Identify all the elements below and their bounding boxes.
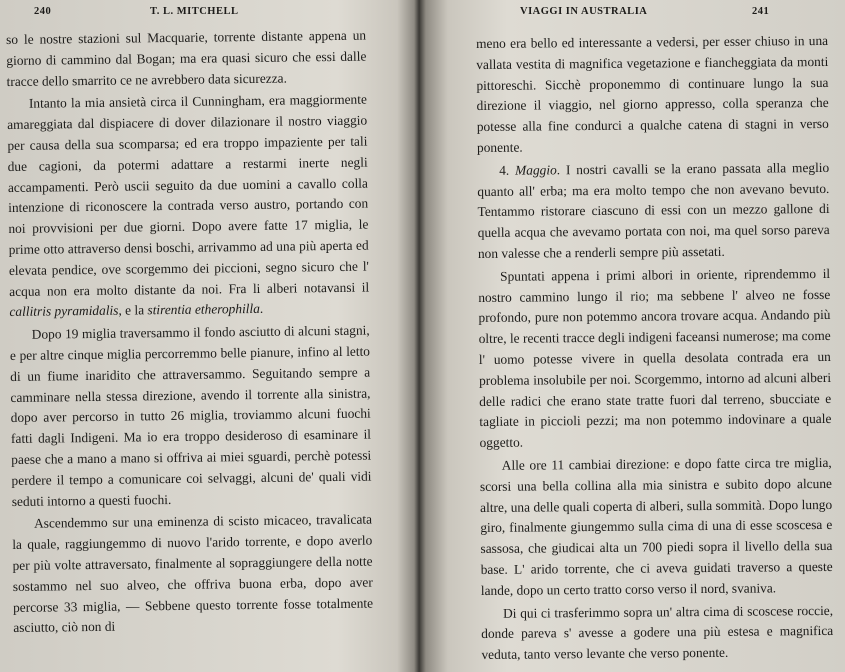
left-page — [0, 0, 415, 672]
paragraph — [480, 453, 833, 602]
text-run: Alle ore 11 cambiai direzione: e dopo fatte circa tre miglia, scorsi una bella collina alla mia sinistra e subito dopo alcune altre, una delle quali coperta di alberi, sulla sommità. Dopo lungo giro, finalmente giungemmo sulla cima di una di esse scoscesa e sassosa, che giudicai alta un 700 piedi sopra il livello della sua base. L' arido torrente, che ci aveva guidati traverso a queste lande, dopo un certo tratto corso verso il nord, svaniva. — [479, 454, 833, 598]
paragraph — [12, 510, 373, 639]
text-run: Spuntati appena i primi albori in oriente, riprendemmo il nostro cammino lungo il rio; ma sebbene l' alveo ne fosse profondo, pure non potemmo ancora trovare acqua. Andando più oltre, le recenti tracce degli indigeni faceansi numerose; ma come l' uomo potesse vivere in quella desolata contrada era un problema insolubile per noi. Scorgemmo, intorno ad alcuni alberi delle radici che erano state tratte fuori dal terreno, sbucciate e tagliate in piccioli pezzi; ma non potemmo indovinare a quale oggetto. — [478, 265, 832, 451]
text-run: . I nostri cavalli se la erano passata alla meglio quanto all' erba; ma era molto tempo che non avevano bevuto. Tentammo ristorare ciascuno di essi con un mezzo gallone di quella acqua che avevamo portata con noi, ma quel sorso pareva non valesse che a renderli sempre più assetati. — [477, 159, 830, 261]
text-run: Dopo 19 miglia traversammo il fondo asciutto di alcuni stagni, e per altre cinque miglia percorremmo belle pianure, infino al letto di un fiume inaridito che attraversammo. Seguitando sempre a camminare nella stessa direzione, avendo il torrente alla sinistra, dopo aver percorso in tutto 26 miglia, troviammo alcuni fuochi fatti dagli Indigeni. Ma io era troppo desideroso di esaminare il paese che a mano a mano si offriva ai miei sguardi, perchè potessi perdere il tempo a comunicare coi selvaggi, alcuni de' quali vidi seduti intorno a questi fuochi. — [9, 322, 372, 509]
paragraph — [10, 321, 372, 513]
paragraph — [481, 600, 834, 665]
text-run: 4. — [499, 162, 516, 178]
text-run: so le nostre stazioni sul Macquarie, torrente distante appena un giorno di cammino dal Bogan; ma era quasi sicuro che essi dalle tracce dello smarrito ce ne avrebbero data sicurezza. — [6, 27, 367, 89]
italic-text: callitris pyramidalis — [9, 303, 119, 320]
page-number: 241 — [752, 6, 770, 17]
text-run: Di qui ci trasferimmo sopra un' altra cima di scoscese roccie, donde pareva s' avesse a godere una più estesa e magnifica veduta, tanto verso levante che verso ponente. — [481, 602, 834, 663]
running-head: VIAGGI IN AUSTRALIA — [520, 6, 648, 17]
text-run: . — [259, 301, 264, 317]
text-run: Ascendemmo sur una eminenza di scisto micaceo, travalicata la quale, raggiungemmo di nuovo l'arido torrente, e dopo averlo per più volte attraversato, finalmente al sopraggiungere della notte sostammo nel suo alveo, che offriva buona erba, dopo aver percorse 33 miglia, — Sebbene questo torrente fosse totalmente asciutto, ciò non di — [12, 511, 374, 636]
paragraph — [7, 90, 370, 323]
text-run: , e la — [118, 302, 148, 319]
paragraph — [478, 264, 832, 454]
right-page — [440, 0, 845, 672]
running-head: T. L. MITCHELL — [150, 6, 239, 17]
text-run: Intanto la mia ansietà circa il Cunningham, era maggiormente amareggiata dal dispiacere di dover dilazionare il nostro viaggio per causa della sua scomparsa; ed era troppo impaziente per tali due cagioni, da potermi adattare a restarmi inerte negli accampamenti. Però uscii seguito da due uomini a cavallo colla intenzione di riconoscere la contrada verso austro, portando con noi provvisioni per due giorni. Dopo avere fatte 17 miglia, le prime otto attraverso densi boschi, arrivammo ad una più aperta ed elevata pendice, ove scorgemmo dei piccioni, segno sicuro che l' acqua non era molto distante da noi. Fra li alberi notavansi il — [7, 91, 370, 299]
italic-text: stirentia etherophilla — [147, 301, 260, 318]
paragraph — [6, 26, 367, 93]
paragraph — [477, 158, 830, 265]
body-text — [476, 31, 834, 666]
page-number: 240 — [34, 6, 52, 17]
body-text — [6, 26, 373, 639]
italic-text: Maggio — [515, 162, 557, 178]
text-run: meno era bello ed interessante a vedersi, per esser chiuso in una vallata vestita di magnifica vegetazione e fiancheggiata da monti pittoreschi. Sicchè proponemmo di continuare lungo la sua direzione il viaggio, nel giorno appresso, colla speranza che potesse alla fine condurci a qualche catena di stagni in verso ponente. — [476, 32, 829, 155]
paragraph — [476, 31, 829, 159]
